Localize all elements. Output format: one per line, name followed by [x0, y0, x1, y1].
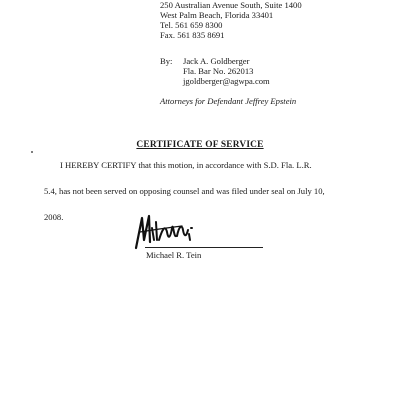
- certificate-line-2: 5.4, has not been served on opposing counsel and was filed under seal on July 10,: [44, 186, 325, 196]
- stray-mark: [31, 151, 33, 153]
- fax-line: Fax. 561 835 8691: [160, 30, 225, 40]
- attorney-name: Jack A. Goldberger: [183, 56, 250, 66]
- certificate-line-3: 2008.: [44, 212, 64, 222]
- telephone-line: Tel. 561 659 8300: [160, 20, 223, 30]
- signature-line: [145, 247, 263, 248]
- bar-number: Fla. Bar No. 262013: [183, 66, 254, 76]
- certificate-title: CERTIFICATE OF SERVICE: [136, 140, 264, 150]
- by-label: By:: [160, 56, 173, 66]
- signer-name: Michael R. Tein: [146, 250, 202, 260]
- handwritten-signature: [132, 210, 204, 252]
- address-line-street: 250 Australian Avenue South, Suite 1400: [160, 0, 302, 10]
- address-line-city: West Palm Beach, Florida 33401: [160, 10, 274, 20]
- certificate-line-1: I HEREBY CERTIFY that this motion, in accordance with S.D. Fla. L.R.: [60, 160, 312, 170]
- attorney-email: jgoldberger@agwpa.com: [183, 76, 270, 86]
- attorneys-for-line: Attorneys for Defendant Jeffrey Epstein: [160, 96, 297, 106]
